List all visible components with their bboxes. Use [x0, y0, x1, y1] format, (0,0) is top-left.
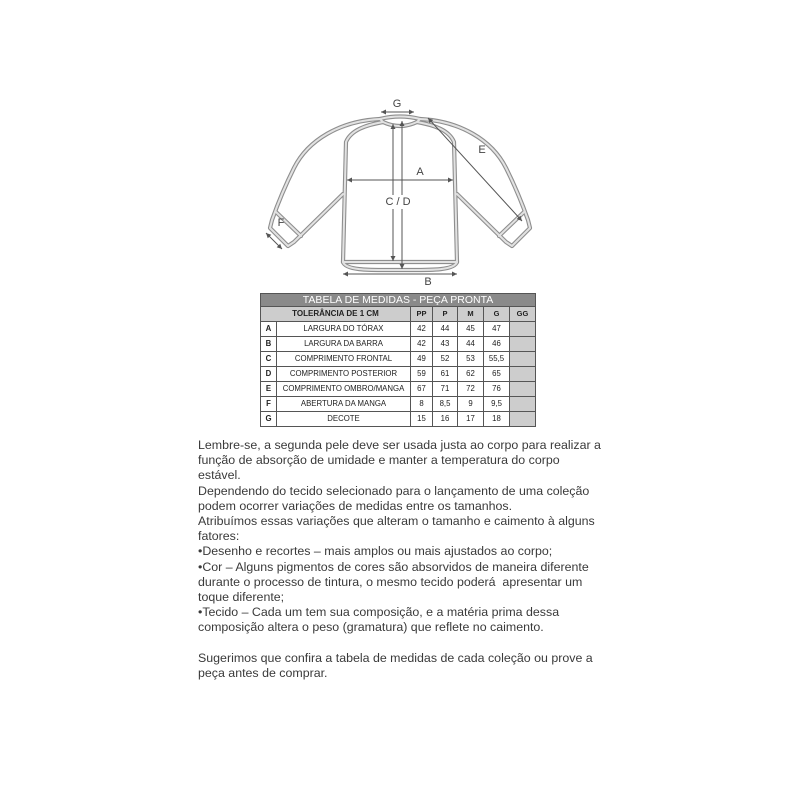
label-f: F: [277, 217, 285, 229]
value-m: 72: [458, 382, 484, 397]
measure-label: COMPRIMENTO POSTERIOR: [277, 367, 411, 382]
label-b: B: [424, 276, 432, 288]
table-row: [261, 337, 536, 352]
value-p: 44: [433, 322, 458, 337]
notes-line: função de absorção de umidade e manter a temperatura do corpo: [198, 453, 560, 468]
size-header-g: G: [484, 307, 510, 322]
label-cd: C / D: [385, 196, 411, 208]
size-header-pp: PP: [411, 307, 433, 322]
value-pp: 49: [411, 352, 433, 367]
value-p: 16: [433, 412, 458, 427]
measure-label: COMPRIMENTO FRONTAL: [277, 352, 411, 367]
value-gg-empty: [510, 382, 536, 397]
value-gg-empty: [510, 412, 536, 427]
notes-line: toque diferente;: [198, 589, 285, 604]
notes-line: Sugerimos que confira a tabela de medidas de cada coleção ou prove a: [198, 650, 593, 665]
notes-line: composição altera o peso (gramatura) que reflete no caimento.: [198, 620, 544, 635]
notes-line: peça antes de comprar.: [198, 665, 328, 680]
value-pp: 15: [411, 412, 433, 427]
value-gg-empty: [510, 397, 536, 412]
notes-bullet-line: •Desenho e recortes – mais amplos ou mais ajustados ao corpo;: [198, 544, 553, 559]
row-code: G: [261, 412, 277, 427]
table-title: TABELA DE MEDIDAS - PEÇA PRONTA: [261, 294, 536, 307]
row-code: D: [261, 367, 277, 382]
value-pp: 42: [411, 337, 433, 352]
value-p: 71: [433, 382, 458, 397]
value-pp: 67: [411, 382, 433, 397]
table-row: [261, 322, 536, 337]
value-pp: 42: [411, 322, 433, 337]
measure-label: LARGURA DO TÓRAX: [277, 322, 411, 337]
value-m: 44: [458, 337, 484, 352]
label-e: E: [478, 144, 486, 156]
notes-line: podem ocorrer variações de medidas entre os tamanhos.: [198, 498, 513, 513]
row-code: E: [261, 382, 277, 397]
body-left-side: [343, 122, 383, 262]
value-gg-empty: [510, 322, 536, 337]
notes-line: estável.: [198, 468, 241, 483]
table-row: [261, 382, 536, 397]
value-gg-empty: [510, 337, 536, 352]
row-code: F: [261, 397, 277, 412]
row-code: C: [261, 352, 277, 367]
notes-line: Dependendo do tecido selecionado para o lançamento de uma coleção: [198, 483, 590, 498]
row-code: A: [261, 322, 277, 337]
value-p: 8,5: [433, 397, 458, 412]
table-row: [261, 397, 536, 412]
notes-bullet-line: •Tecido – Cada um tem sua composição, e a matéria prima dessa: [198, 605, 560, 620]
label-g: G: [392, 98, 402, 110]
notes-line: fatores:: [198, 529, 240, 544]
value-gg-empty: [510, 352, 536, 367]
row-code: B: [261, 337, 277, 352]
shirt-outline: [270, 117, 530, 271]
size-header-p: P: [433, 307, 458, 322]
value-m: 45: [458, 322, 484, 337]
notes-bullet-line: •Cor – Alguns pigmentos de cores são absorvidos de maneira diferente: [198, 559, 589, 574]
measure-label: ABERTURA DA MANGA: [277, 397, 411, 412]
value-gg-empty: [510, 367, 536, 382]
value-m: 9: [458, 397, 484, 412]
notes-line: Lembre-se, a segunda pele deve ser usada justa ao corpo para realizar a: [198, 438, 601, 452]
table-row: [261, 412, 536, 427]
value-g: 9,5: [484, 397, 510, 412]
size-header-m: M: [458, 307, 484, 322]
notes-line: durante o processo de tintura, o mesmo tecido poderá apresentar um: [198, 574, 583, 589]
value-g: 47: [484, 322, 510, 337]
table-row: [261, 367, 536, 382]
value-p: 61: [433, 367, 458, 382]
table-title-row: [261, 294, 536, 307]
measure-label: COMPRIMENTO OMBRO/MANGA: [277, 382, 411, 397]
value-m: 62: [458, 367, 484, 382]
size-header-gg: GG: [510, 307, 536, 322]
label-a: A: [416, 166, 424, 178]
value-g: 65: [484, 367, 510, 382]
size-table-grid: [260, 293, 536, 427]
care-notes: [198, 438, 618, 681]
notes-line: Atribuímos essas variações que alteram o tamanho e caimento à alguns: [198, 513, 595, 528]
value-p: 52: [433, 352, 458, 367]
value-g: 55,5: [484, 352, 510, 367]
value-pp: 59: [411, 367, 433, 382]
value-p: 43: [433, 337, 458, 352]
table-header-row: [261, 307, 536, 322]
measure-label: DECOTE: [277, 412, 411, 427]
value-m: 53: [458, 352, 484, 367]
shirt-outline-highlight: [270, 117, 530, 271]
tolerance-header: TOLERÂNCIA DE 1 CM: [261, 307, 411, 322]
table-row: [261, 352, 536, 367]
measurements: [266, 112, 522, 274]
value-g: 76: [484, 382, 510, 397]
value-pp: 8: [411, 397, 433, 412]
size-table: [260, 293, 536, 427]
shirt-diagram: [0, 0, 800, 300]
value-g: 46: [484, 337, 510, 352]
measure-label: LARGURA DA BARRA: [277, 337, 411, 352]
value-g: 18: [484, 412, 510, 427]
value-m: 17: [458, 412, 484, 427]
paragraph-spacer: [198, 635, 618, 650]
